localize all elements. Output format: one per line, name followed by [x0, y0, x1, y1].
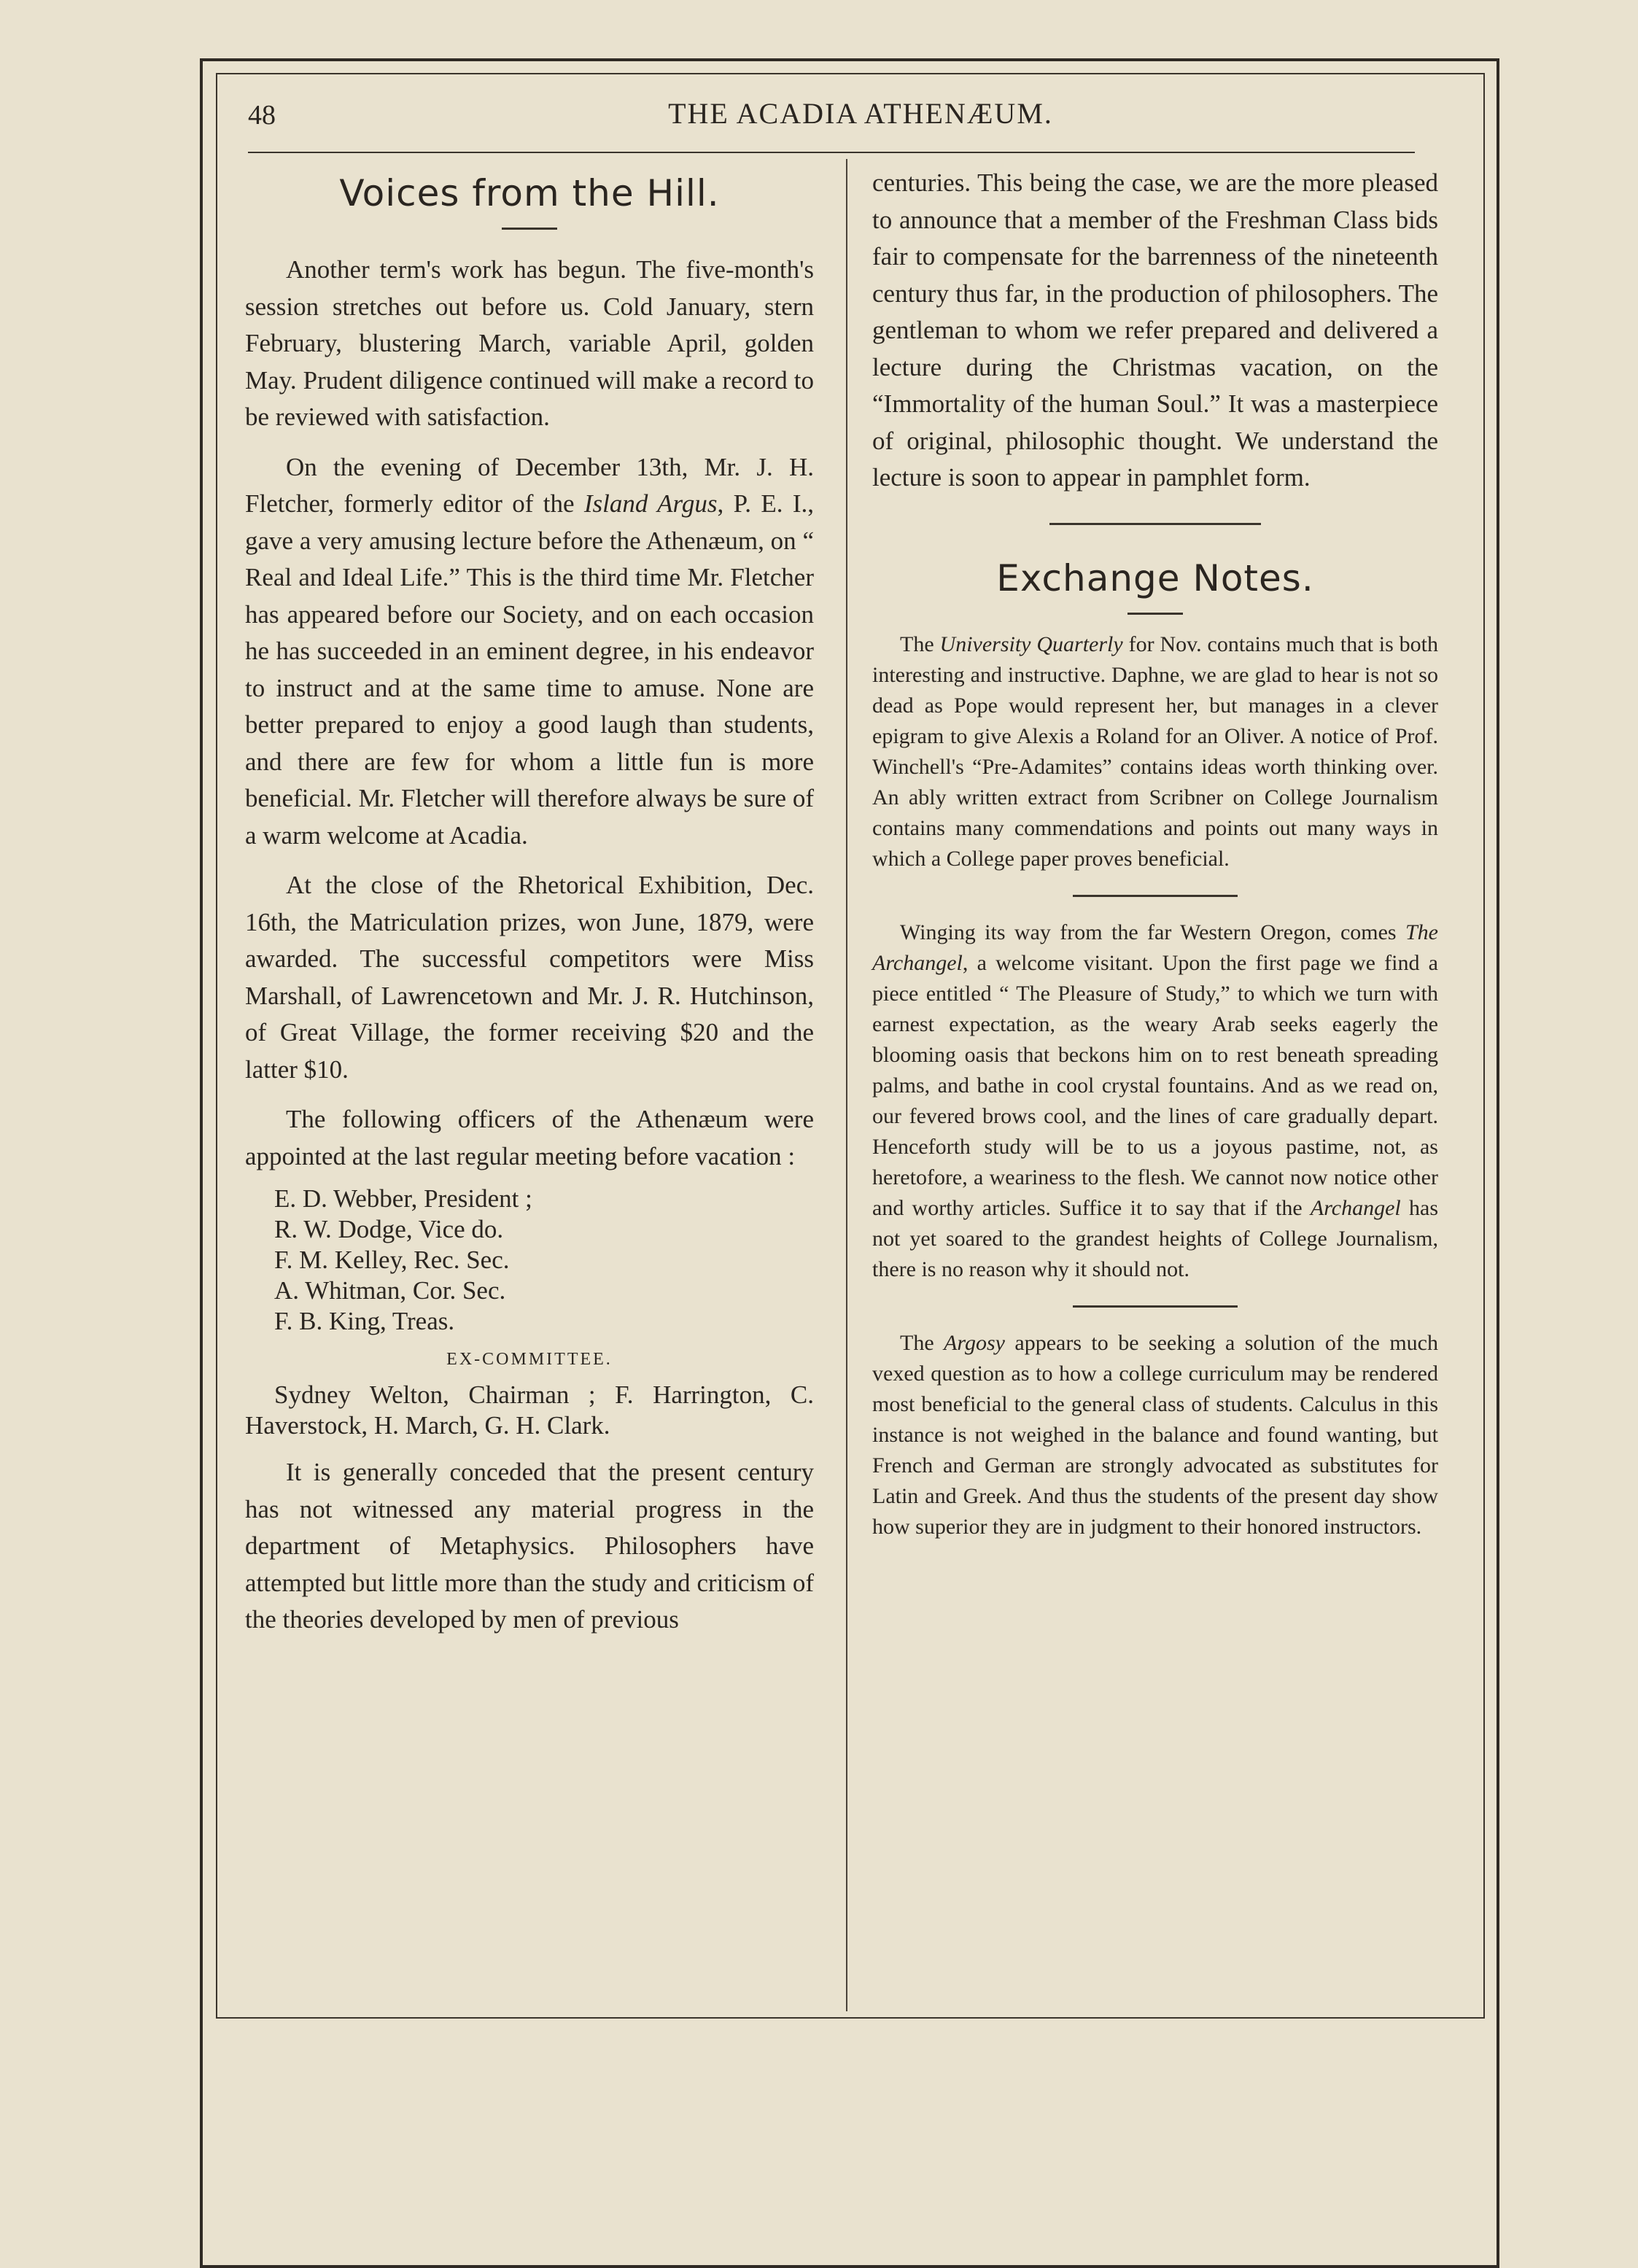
- text-run: Winging its way from the far Western Oregon, comes: [900, 920, 1405, 944]
- title-rule: [1127, 613, 1183, 615]
- paragraph: [245, 449, 814, 855]
- text-run: for Nov. contains much that is both interesting and instructive. Daphne, we are glad to hear is not so dead as Pope would represent her, but manages in a clever epigram to give Alexis a Roland for an Oliver. A notice of Prof. Winchell's “Pre-Adamites” contains ideas worth thinking over. An ably written extract from Scribner on College Journalism contains many commendations and points out many ways in which a College paper proves beneficial.: [872, 632, 1439, 871]
- section-title-exchange: Exchange Notes.: [996, 556, 1314, 599]
- title-rule: [502, 228, 557, 230]
- text-run: The: [900, 1330, 944, 1355]
- list-item: E. D. Webber, President ;: [274, 1184, 532, 1213]
- page-header: [241, 93, 1451, 137]
- paragraph: centuries. This being the case, we are the more pleased to announce that a member of the Freshman Class bids fair to compensate for the barrenness of the nineteenth century thus far, in the production of philosophers. The gentleman to whom we refer prepared and delivered a lecture during the Christmas vacation, on the “Immortality of the human Soul.” It was a masterpiece of original, philosophic thought. We understand the lecture is soon to appear in pamphlet form.: [872, 168, 1438, 492]
- divider: [1073, 1305, 1238, 1308]
- text-run: , a welcome visitant. Upon the first page we find a piece entitled “ The Pleasure of Study,” to which we turn with earnest expectation, as the weary Arab seeks eagerly the blooming oasis that beckons him on to rest beneath spreading palms, and bathe in cool crystal fountains. And as we read on, our fevered brows cool, and the lines of care gradually depart. Henceforth study will be to us a joyous pastime, not, as heretofore, a weariness to the flesh. We cannot now notice other and worthy articles. Suffice it to say that if the: [872, 950, 1438, 1220]
- paragraph: [872, 1328, 1438, 1542]
- right-column: [872, 165, 1438, 1542]
- italic-text: University Quarterly: [939, 632, 1123, 656]
- text-run: appears to be seeking a solution of the much vexed question as to how a college curriculum may be rendered most beneficial to the general class of students. Calculus in this instance is not weighed in the balance and found wanting, but French and German are strongly advocated as substitutes for Latin and Greek. And thus the students of the present day show how superior they are in judgment to their honored instructors.: [872, 1330, 1438, 1539]
- paragraph: At the close of the Rhetorical Exhibition, Dec. 16th, the Matriculation prizes, won June, 1879, were awarded. The successful competitors were Miss Marshall, of Lawrencetown and Mr. J. R. Hutchinson, of Great Village, the former receiving $20 and the latter $10.: [245, 871, 814, 1084]
- paragraph: Sydney Welton, Chairman ; F. Harrington, C. Haverstock, H. March, G. H. Clark.: [245, 1380, 814, 1440]
- italic-text: Archangel: [1310, 1195, 1401, 1220]
- paragraph: It is generally conceded that the present century has not witnessed any material progress in the department of Metaphysics. Philosophers have attempted but little more than the study and criticism of the theories developed by men of previous: [245, 1458, 814, 1634]
- paragraph: [872, 917, 1438, 1285]
- running-title: THE ACADIA ATHENÆUM.: [668, 97, 1053, 130]
- italic-text: Island Argus: [583, 489, 718, 518]
- officers-list: [245, 1184, 814, 1337]
- section-divider: [1049, 523, 1261, 525]
- ex-committee-heading: EX-COMMITTEE.: [446, 1350, 613, 1369]
- list-item: A. Whitman, Cor. Sec.: [274, 1276, 506, 1305]
- list-item: F. M. Kelley, Rec. Sec.: [274, 1246, 510, 1274]
- paragraph: [872, 629, 1438, 874]
- list-item: F. B. King, Treas.: [274, 1307, 455, 1335]
- text-run: The: [900, 632, 940, 656]
- text-run: On the evening of December 13th, Mr. J. H. Fletcher, formerly editor of the: [245, 452, 814, 518]
- list-item: R. W. Dodge, Vice do.: [274, 1215, 504, 1243]
- italic-text: Argosy: [944, 1330, 1005, 1355]
- italic-text: The Archangel: [872, 920, 1438, 975]
- section-title-voices: Voices from the Hill.: [339, 172, 720, 214]
- paragraph: Another term's work has begun. The five-month's session stretches out before us. Cold January, stern February, blustering March, variable April, golden May. Prudent diligence continued will make a record to be reviewed with satisfaction.: [245, 255, 814, 431]
- header-rule: [248, 152, 1415, 153]
- paragraph: The following officers of the Athenæum were appointed at the last regular meeting before vacation :: [245, 1105, 814, 1170]
- text-run: has not yet soared to the grandest heights of College Journalism, there is no reason why it should not.: [872, 1195, 1438, 1281]
- column-divider: [846, 159, 847, 2011]
- divider: [1073, 895, 1238, 897]
- page-number: 48: [248, 100, 276, 131]
- text-run: , P. E. I., gave a very amusing lecture before the Athenæum, on “ Real and Ideal Life.” This is the third time Mr. Fletcher has appeared before our Society, and on each occasion he has succeeded in an eminent degree, in his endeavor to instruct and at the same time to amuse. None are better prepared to enjoy a good laugh than students, and there are few for whom a little fun is more beneficial. Mr. Fletcher will therefore always be sure of a warm welcome at Acadia.: [245, 489, 814, 850]
- left-column: [245, 165, 814, 1652]
